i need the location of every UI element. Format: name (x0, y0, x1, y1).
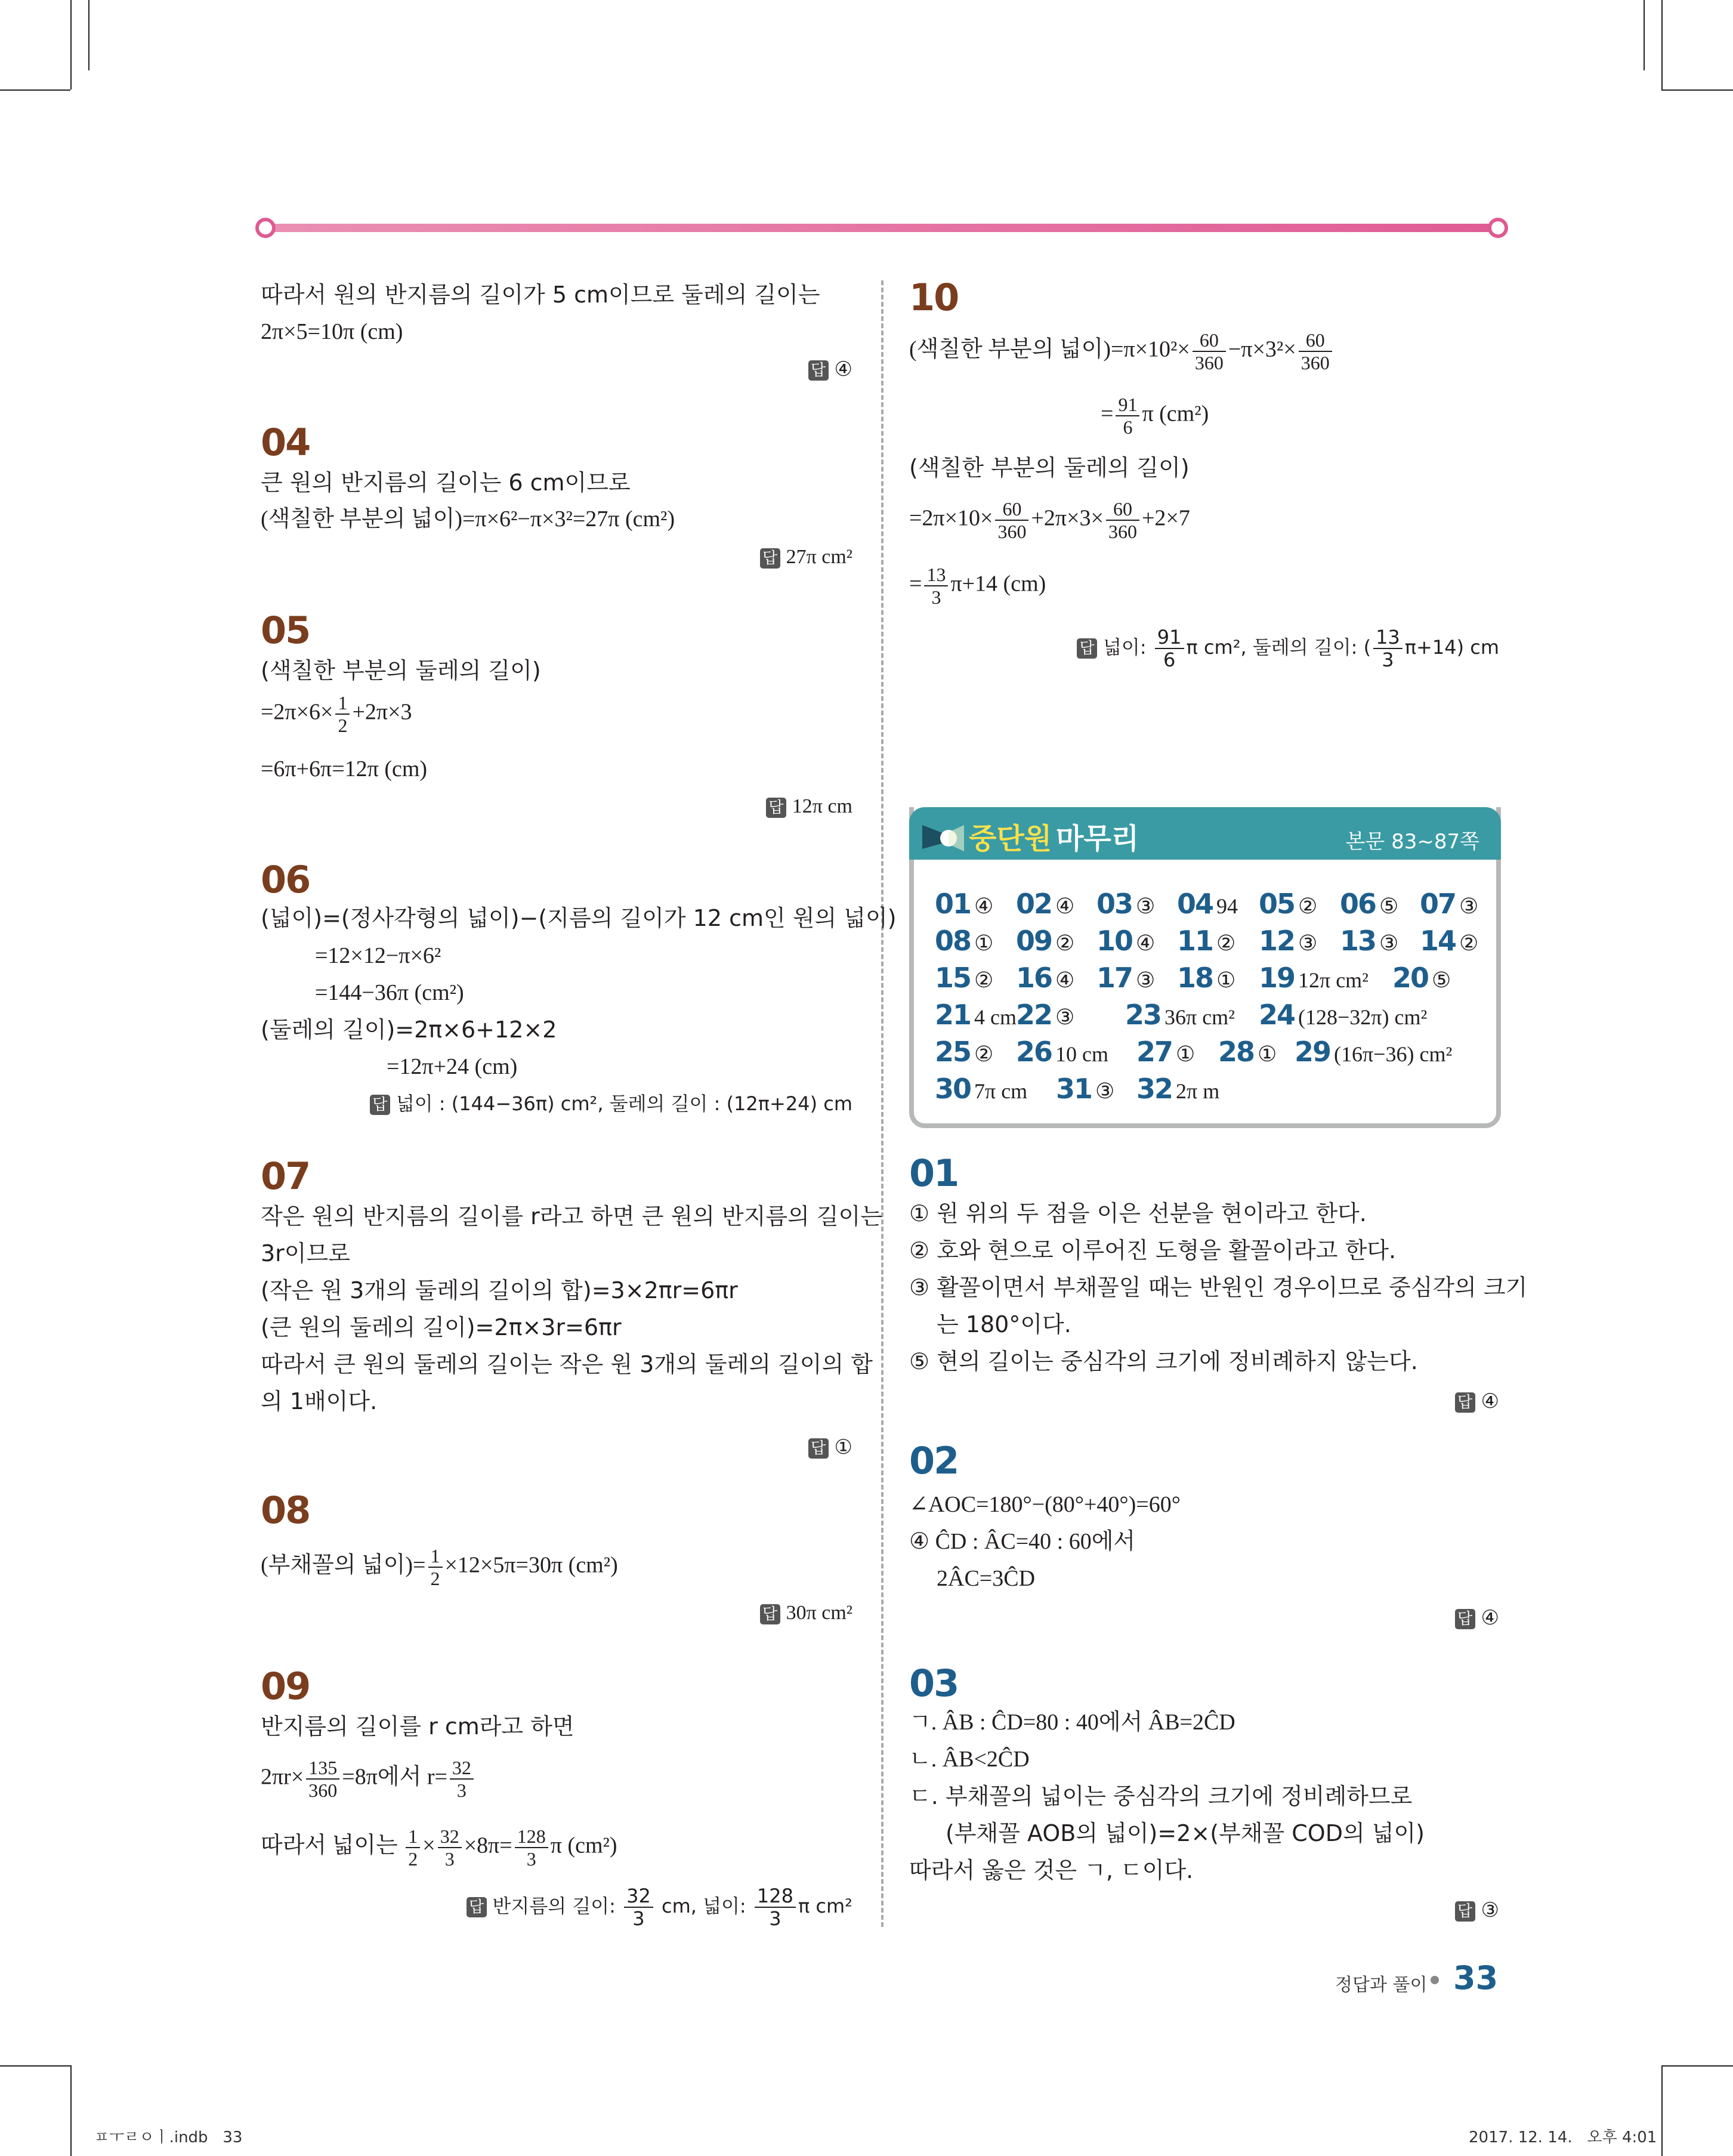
review-answer-item (1016, 925, 1074, 957)
answer-tag: 답 (467, 1897, 487, 1917)
review-item-answer: ④ (974, 894, 994, 918)
r01-line-1: ① 원 위의 두 점을 이은 선분을 현이라고 한다. (909, 1200, 1367, 1227)
review-answer-item (935, 1036, 993, 1068)
review-answer-item (1136, 1036, 1195, 1068)
review-item-number: 18 (1177, 962, 1213, 994)
review-answer-item (1096, 888, 1155, 920)
q10-line-5: = $\frac{13}{3}$ π+14 (cm) (909, 564, 1046, 608)
q07-line-6: 의 1배이다. (261, 1388, 378, 1414)
review-item-number: 06 (1340, 888, 1376, 920)
problem-number: 04 (261, 421, 310, 464)
column-divider (881, 280, 884, 1927)
review-answer-item (1259, 888, 1317, 920)
fraction: $\frac{13}{3}$ (1373, 626, 1403, 671)
answer-tag: 답 (808, 360, 829, 381)
review-answer-item (1340, 925, 1398, 957)
q10-line-3: (색칠한 부분의 둘레의 길이) (909, 455, 1190, 481)
review-item-answer: ④ (1055, 968, 1075, 992)
review-item-number: 11 (1177, 925, 1213, 957)
problem-number: 06 (261, 858, 310, 901)
review-answer-item (1177, 888, 1238, 920)
review-item-number: 16 (1016, 962, 1052, 994)
review-answer-item (935, 962, 993, 994)
review-item-number: 29 (1295, 1036, 1331, 1068)
q05-line-2: =2π×6× $\frac{1}{2}$ +2π×3 (261, 692, 412, 736)
q09-line-3: 따라서 넓이는 $\frac{1}{2}$ × $\frac{32}{3}$ ×8π= $\frac{128}{3}$ π (cm²) (261, 1826, 617, 1870)
review-item-number: 25 (935, 1036, 971, 1068)
q05-answer: 답 12π cm (766, 792, 852, 821)
review-item-answer: ① (1216, 968, 1236, 992)
review-item-answer: 4 cm (974, 1005, 1017, 1029)
q08-line-1: (부채꼴의 넓이)= $\frac{1}{2}$ ×12×5π=30π (cm²) (261, 1545, 618, 1589)
answer-tag: 답 (1455, 1392, 1475, 1413)
review-item-answer: ⑤ (1379, 894, 1399, 918)
fraction: $\frac{128}{3}$ (515, 1826, 548, 1870)
intro-line-2: 2π×5=10π (cm) (261, 319, 403, 344)
review-item-answer: 10 cm (1055, 1042, 1108, 1066)
review-item-answer: ④ (1136, 931, 1156, 955)
q06-answer: 답 넓이 : (144−36π) cm², 둘레의 길이 : (12π+24) cm (370, 1089, 852, 1118)
q04-answer: 답 27π cm² (760, 543, 852, 572)
intro-answer: 답 ④ (808, 355, 852, 384)
q07-line-3: (작은 원 3개의 둘레의 길이의 합)=3×2πr=6πr (261, 1277, 738, 1304)
r01-line-5: ⑤ 현의 길이는 중심각의 크기에 정비례하지 않는다. (909, 1348, 1418, 1374)
crop-mark (70, 2065, 72, 2156)
q05-line-3: =6π+6π=12π (cm) (261, 756, 428, 782)
r01-line-2: ② 호와 현으로 이루어진 도형을 활꼴이라고 한다. (909, 1237, 1397, 1264)
review-answer-item (1125, 999, 1235, 1031)
crop-mark (1661, 2065, 1663, 2156)
review-item-number: 20 (1392, 962, 1429, 994)
review-item-number: 02 (1016, 888, 1052, 920)
review-item-number: 08 (935, 925, 971, 957)
q07-line-2: 3r이므로 (261, 1240, 350, 1267)
review-item-number: 23 (1125, 999, 1161, 1031)
fraction: $\frac{60}{360}$ (1193, 329, 1226, 373)
review-item-number: 19 (1259, 962, 1295, 994)
fraction: $\frac{91}{6}$ (1155, 626, 1184, 671)
review-item-number: 22 (1016, 999, 1052, 1031)
fraction: $\frac{135}{360}$ (306, 1757, 339, 1801)
answer-tag: 답 (1455, 1609, 1475, 1629)
review-item-number: 01 (935, 888, 971, 920)
r03-line-2: ㄴ. ÂB<2ĈD (909, 1747, 1030, 1772)
review-item-answer: 7π cm (974, 1079, 1028, 1103)
review-answer-item (935, 999, 1017, 1031)
review-item-answer: ① (1258, 1042, 1277, 1066)
crop-mark (0, 2065, 70, 2067)
fraction: $\frac{32}{3}$ (624, 1885, 653, 1929)
review-answer-item (1259, 962, 1369, 994)
review-item-answer: 94 (1216, 894, 1238, 918)
review-title-b: 마무리 (1056, 822, 1139, 855)
review-item-number: 30 (935, 1073, 971, 1105)
answer-tag: 답 (760, 548, 780, 569)
review-item-number: 07 (1420, 888, 1456, 920)
intro-line-1: 따라서 원의 반지름의 길이가 5 cm이므로 둘레의 길이는 (261, 282, 820, 308)
review-item-number: 17 (1096, 962, 1133, 994)
problem-number: 02 (909, 1439, 959, 1482)
review-title-a: 중단원 (969, 822, 1052, 855)
crop-mark (1661, 0, 1663, 89)
r03-answer: 답 ③ (1455, 1896, 1499, 1925)
fraction: $\frac{13}{3}$ (924, 564, 948, 608)
crop-mark (1644, 0, 1645, 70)
review-item-number: 09 (1016, 925, 1052, 957)
header-dot-left (255, 218, 276, 238)
r03-line-1: ㄱ. ÂB : ĈD=80 : 40에서 ÂB=2ĈD (909, 1710, 1235, 1735)
section-label: 정답과 풀이 (1335, 1975, 1428, 1996)
q07-line-1: 작은 원의 반지름의 길이를 r라고 하면 큰 원의 반지름의 길이는 (261, 1203, 883, 1230)
review-answer-item (1016, 962, 1074, 994)
r02-line-2: ④ ĈD : ÂC=40 : 60에서 (909, 1529, 1136, 1554)
problem-number: 08 (261, 1488, 310, 1532)
review-item-answer: 12π cm² (1298, 968, 1369, 992)
review-answer-item (1295, 1036, 1452, 1068)
r02-answer: 답 ④ (1455, 1604, 1499, 1632)
review-answer-item (1056, 1073, 1114, 1105)
answer-tag: 답 (808, 1438, 829, 1459)
review-item-answer: ③ (1055, 1005, 1075, 1029)
fraction: $\frac{60}{360}$ (1299, 329, 1332, 373)
review-item-answer: ② (1459, 931, 1479, 955)
review-item-answer: ⑤ (1432, 968, 1451, 992)
problem-number: 01 (909, 1151, 959, 1195)
review-item-answer: ② (1298, 894, 1318, 918)
review-item-answer: ④ (1055, 894, 1075, 918)
page-number: 33 (1453, 1959, 1499, 1997)
problem-number: 10 (909, 276, 959, 319)
flashlight-icon (918, 813, 965, 855)
q06-line-4: (둘레의 길이)=2π×6+12×2 (261, 1017, 557, 1043)
problem-number: 05 (261, 609, 310, 652)
review-item-answer: ① (974, 931, 994, 955)
crop-mark (1661, 89, 1733, 91)
bullet-dot (1431, 1976, 1439, 1984)
fraction: $\frac{1}{2}$ (406, 1826, 420, 1870)
review-item-answer: ③ (1379, 931, 1399, 955)
fraction: $\frac{32}{3}$ (438, 1826, 462, 1870)
r02-line-3: 2ÂC=3ĈD (937, 1566, 1036, 1591)
problem-number: 07 (261, 1154, 310, 1198)
review-item-number: 14 (1420, 925, 1456, 957)
r03-line-4: (부채꼴 AOB의 넓이)=2×(부채꼴 COD의 넓이) (946, 1820, 1425, 1846)
review-answer-item (1420, 888, 1478, 920)
q10-line-2: = $\frac{91}{6}$ π (cm²) (1101, 394, 1209, 438)
answer-tag: 답 (766, 798, 786, 818)
r01-line-4: 는 180°이다. (937, 1311, 1071, 1338)
fraction: $\frac{60}{360}$ (995, 498, 1028, 542)
q07-answer: 답 ① (808, 1433, 852, 1462)
review-item-number: 13 (1340, 925, 1376, 957)
q06-line-5: =12π+24 (cm) (387, 1054, 518, 1079)
review-answer-item (935, 888, 993, 920)
review-item-answer: 2π m (1176, 1079, 1220, 1103)
file-name: ㅍㅜㄹㅇㅣ.indb 33 (94, 2129, 243, 2146)
fraction: $\frac{1}{2}$ (428, 1545, 443, 1589)
review-answer-item (1218, 1036, 1277, 1068)
q10-answer: 답 넓이: $\frac{91}{6}$ π cm², 둘레의 길이: ( $\frac{13}{3}$ π+14) cm (1077, 626, 1499, 671)
review-answer-item (1420, 925, 1478, 957)
r03-line-5: 따라서 옳은 것은 ㄱ, ㄷ이다. (909, 1857, 1194, 1883)
r02-line-1: ∠AOC=180°−(80°+40°)=60° (909, 1492, 1181, 1517)
review-item-answer: (16π−36) cm² (1334, 1042, 1453, 1066)
review-answer-item (1392, 962, 1451, 994)
crop-mark (0, 89, 70, 91)
review-item-number: 04 (1177, 888, 1213, 920)
header-line (267, 224, 1496, 232)
review-item-number: 31 (1056, 1073, 1092, 1105)
review-answer-item (935, 925, 993, 957)
r01-line-3: ③ 활꼴이면서 부채꼴일 때는 반원인 경우이므로 중심각의 크기 (909, 1274, 1528, 1301)
review-item-number: 05 (1259, 888, 1295, 920)
review-box-header (909, 807, 1501, 860)
review-item-answer: ③ (1459, 894, 1479, 918)
review-answer-item (1340, 888, 1398, 920)
q06-line-1: (넓이)=(정사각형의 넓이)−(지름의 길이가 12 cm인 원의 넓이) (261, 905, 897, 931)
review-item-number: 15 (935, 962, 971, 994)
review-item-answer: 36π cm² (1164, 1005, 1235, 1029)
review-item-answer: ③ (1136, 968, 1156, 992)
review-answer-item (1259, 925, 1317, 957)
q04-line-1: 큰 원의 반지름의 길이는 6 cm이므로 (261, 469, 631, 496)
answer-tag: 답 (760, 1604, 780, 1624)
answer-tag: 답 (1455, 1901, 1475, 1922)
review-answer-item (1096, 925, 1155, 957)
review-item-answer: ② (974, 1042, 994, 1066)
fraction: $\frac{1}{2}$ (335, 692, 350, 736)
review-item-number: 26 (1016, 1036, 1052, 1068)
print-timestamp: 2017. 12. 14. 오후 4:01 (1469, 2129, 1657, 2146)
review-item-answer: ② (1055, 931, 1075, 955)
review-item-number: 27 (1136, 1036, 1173, 1068)
crop-mark (70, 0, 72, 89)
problem-number: 03 (909, 1661, 959, 1705)
r01-answer: 답 ④ (1455, 1387, 1499, 1416)
review-item-number: 10 (1096, 925, 1133, 957)
review-item-answer: ② (974, 968, 994, 992)
q07-line-4: (큰 원의 둘레의 길이)=2π×3r=6πr (261, 1314, 622, 1340)
header-bar (255, 218, 1508, 238)
review-reference: 본문 83~87쪽 (1345, 830, 1479, 854)
review-answer-item (935, 1073, 1027, 1105)
review-answer-item (1177, 925, 1235, 957)
answer-tag: 답 (1077, 638, 1097, 659)
review-item-number: 32 (1136, 1073, 1173, 1105)
q06-line-2: =12×12−π×6² (315, 943, 441, 968)
review-answer-item (1016, 1036, 1108, 1068)
answer-tag: 답 (370, 1095, 390, 1115)
r03-line-3: ㄷ. 부채꼴의 넓이는 중심각의 크기에 정비례하므로 (909, 1783, 1413, 1809)
review-item-number: 03 (1096, 888, 1133, 920)
q06-line-3: =144−36π (cm²) (315, 980, 464, 1005)
crop-mark (1661, 2065, 1733, 2067)
fraction: $\frac{91}{6}$ (1116, 394, 1139, 438)
review-answer-item (1259, 999, 1427, 1031)
q09-line-1: 반지름의 길이를 r cm라고 하면 (261, 1713, 574, 1740)
review-item-answer: ② (1216, 931, 1236, 955)
review-item-answer: ③ (1298, 931, 1318, 955)
fraction: $\frac{128}{3}$ (755, 1885, 796, 1929)
fraction: $\frac{60}{360}$ (1106, 498, 1139, 542)
q10-line-1: (색칠한 부분의 넓이)=π×10²× $\frac{60}{360}$ −π×3²× $\frac{60}{360}$ (909, 329, 1334, 373)
review-item-answer: (128−32π) cm² (1298, 1005, 1428, 1029)
q04-line-2: (색칠한 부분의 넓이)=π×6²−π×3²=27π (cm²) (261, 506, 675, 532)
header-dot-right (1488, 218, 1508, 238)
review-item-number: 28 (1218, 1036, 1255, 1068)
review-item-number: 12 (1259, 925, 1295, 957)
review-answer-item (1096, 962, 1155, 994)
q09-line-2: 2πr× $\frac{135}{360}$ =8π에서 r= $\frac{32}{3}$ (261, 1757, 476, 1801)
review-item-answer: ③ (1136, 894, 1156, 918)
q05-line-1: (색칠한 부분의 둘레의 길이) (261, 657, 541, 684)
crop-mark (88, 0, 89, 70)
q07-line-5: 따라서 큰 원의 둘레의 길이는 작은 원 3개의 둘레의 길이의 합 (261, 1351, 873, 1377)
review-item-number: 24 (1259, 999, 1295, 1031)
q09-answer: 답 반지름의 길이: $\frac{32}{3}$ cm, 넓이: $\frac{128}{3}$ π cm² (467, 1885, 853, 1929)
review-answer-item (1016, 999, 1074, 1031)
review-answer-item (1177, 962, 1235, 994)
review-answer-item (1136, 1073, 1219, 1105)
fraction: $\frac{32}{3}$ (450, 1757, 474, 1801)
review-item-number: 21 (935, 999, 971, 1031)
q10-line-4: =2π×10× $\frac{60}{360}$ +2π×3× $\frac{60}{360}$ +2×7 (909, 498, 1190, 542)
review-item-answer: ③ (1095, 1079, 1115, 1103)
q08-answer: 답 30π cm² (760, 1599, 852, 1627)
review-item-answer: ① (1176, 1042, 1196, 1066)
problem-number: 09 (261, 1664, 310, 1708)
review-answer-item (1016, 888, 1074, 920)
